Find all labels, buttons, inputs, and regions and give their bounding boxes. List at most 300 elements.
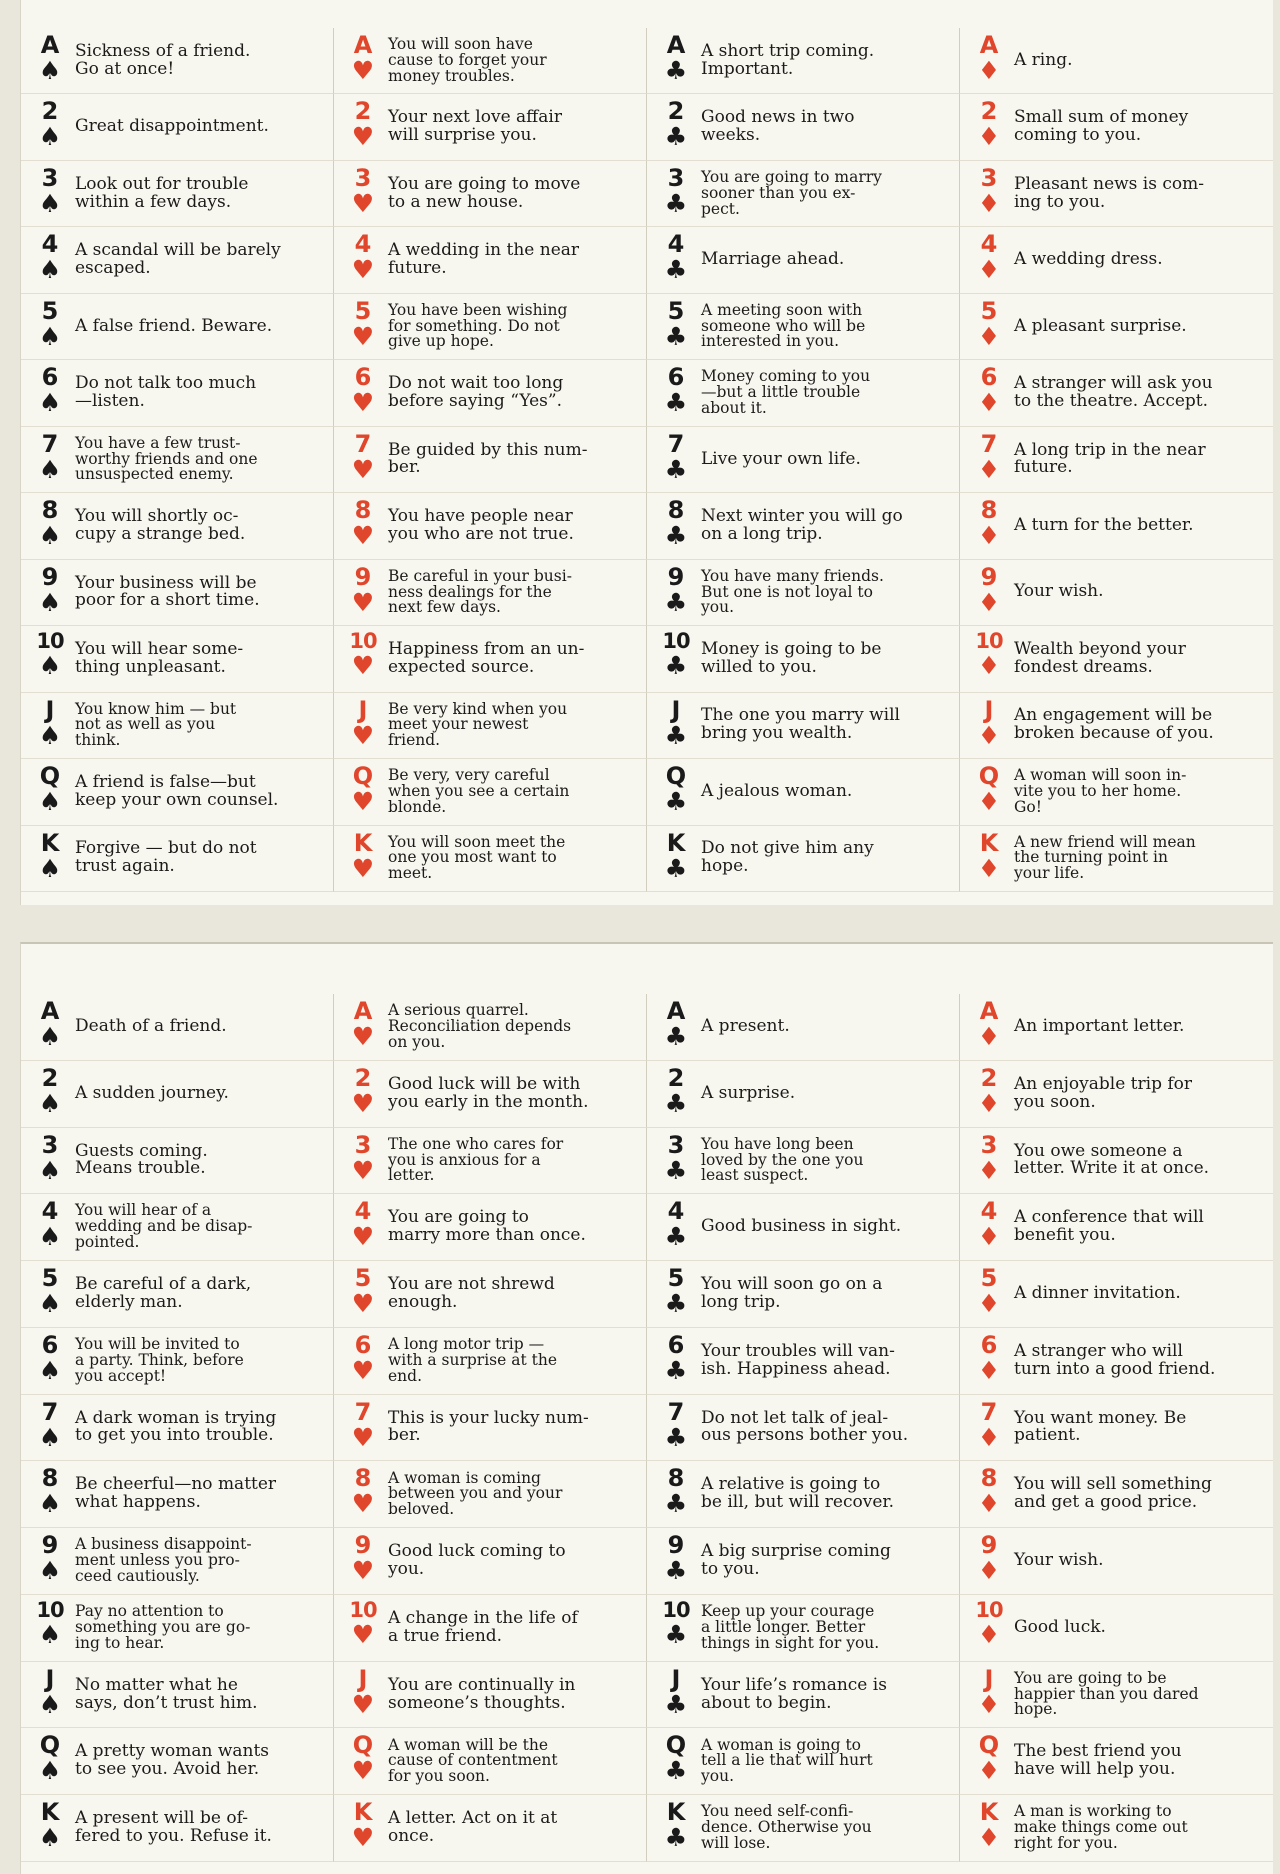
fortune-text: A meeting soon with someone who will be interested in you. xyxy=(701,300,866,351)
card-rank: 2 xyxy=(41,97,59,126)
fortune-text: A relative is going to be ill, but will recover. xyxy=(701,1474,895,1513)
fortune-cell xyxy=(334,1061,647,1128)
card-rank: 8 xyxy=(667,496,685,525)
fortune-cell xyxy=(647,1461,960,1528)
card-rank: 6 xyxy=(41,1330,59,1359)
card-index xyxy=(661,33,691,83)
card-index xyxy=(661,629,691,681)
card-index xyxy=(661,230,691,285)
card-rank: 9 xyxy=(41,562,59,591)
fortune-cell xyxy=(960,1261,1273,1328)
card-index xyxy=(35,1197,65,1252)
card-rank: Q xyxy=(978,1731,1000,1760)
fortune-cell xyxy=(334,1194,647,1261)
fortune-text: Keep up your courage a little longer. Better things in sight for you. xyxy=(701,1602,880,1652)
card-rank: 10 xyxy=(349,629,377,654)
fortune-cell xyxy=(21,161,334,227)
card-rank: 9 xyxy=(41,1531,59,1560)
fortune-cell xyxy=(334,994,647,1061)
card-rank: Q xyxy=(665,1731,687,1760)
fortune-text: Do not wait too long before saying “Yes”. xyxy=(388,373,564,412)
card-rank: 3 xyxy=(41,1130,59,1159)
fortune-cell xyxy=(21,28,334,94)
card-index xyxy=(974,1197,1004,1252)
fortune-cell xyxy=(647,759,960,825)
card-rank: A xyxy=(979,31,999,59)
fortune-sheet-bottom xyxy=(20,942,1273,1874)
fortune-cell xyxy=(21,1728,334,1795)
card-rank: K xyxy=(666,1798,686,1827)
fortune-cell xyxy=(960,294,1273,360)
spade-icon: ♠ xyxy=(38,1355,62,1385)
spade-icon: ♠ xyxy=(38,1289,62,1319)
heart-icon: ♥ xyxy=(351,188,375,218)
card-index xyxy=(974,828,1004,883)
card-rank: 4 xyxy=(667,1197,685,1226)
heart-icon: ♥ xyxy=(351,56,375,85)
fortune-text: A woman will be the cause of contentment for you soon. xyxy=(388,1735,558,1786)
spade-icon: ♠ xyxy=(38,787,62,817)
spade-icon: ♠ xyxy=(38,651,62,681)
card-index xyxy=(661,1798,691,1853)
heart-icon: ♥ xyxy=(351,122,375,152)
card-rank: 2 xyxy=(980,1063,998,1092)
card-index xyxy=(35,999,65,1049)
card-rank: A xyxy=(353,31,373,59)
card-index xyxy=(348,97,378,152)
fortune-cell xyxy=(960,94,1273,160)
spade-icon: ♠ xyxy=(38,1756,62,1786)
club-icon: ♣ xyxy=(664,521,688,551)
fortune-text: Money coming to you —but a little trouble about it. xyxy=(701,367,871,417)
card-rank: 8 xyxy=(354,496,372,525)
fortune-cell xyxy=(647,1528,960,1595)
club-icon: ♣ xyxy=(664,56,688,85)
card-index xyxy=(35,562,65,617)
card-index xyxy=(35,296,65,351)
heart-icon: ♥ xyxy=(351,1222,375,1252)
fortune-cell xyxy=(647,1728,960,1795)
fortune-text: A turn for the better. xyxy=(1014,515,1194,536)
card-index xyxy=(348,999,378,1049)
fortune-text: A change in the life of a true friend. xyxy=(388,1607,578,1646)
card-index xyxy=(348,1798,378,1853)
spade-icon: ♠ xyxy=(38,1022,62,1051)
fortune-text: An engagement will be broken because of you. xyxy=(1014,705,1214,744)
card-index xyxy=(661,363,691,418)
fortune-cell xyxy=(647,626,960,692)
fortune-text: A ring. xyxy=(1014,49,1073,70)
fortune-cell xyxy=(647,94,960,160)
fortune-text: Your next love affair will surprise you. xyxy=(388,107,562,146)
fortune-text: You have been wishing for something. Do not give up hope. xyxy=(388,300,568,351)
card-index xyxy=(348,429,378,484)
fortune-text: A stranger who will turn into a good friend. xyxy=(1014,1340,1216,1379)
spade-icon: ♠ xyxy=(38,587,62,617)
diamond-icon: ♦ xyxy=(977,1619,1001,1649)
card-rank: 9 xyxy=(980,1531,998,1560)
spade-icon: ♠ xyxy=(38,388,62,418)
fortune-text: A letter. Act on it at once. xyxy=(388,1808,558,1847)
fortune-cell xyxy=(960,560,1273,626)
card-index xyxy=(661,1731,691,1786)
card-index xyxy=(35,762,65,817)
card-rank: 8 xyxy=(41,1464,59,1493)
fortune-cell xyxy=(334,1395,647,1462)
fortune-text: Do not talk too much —listen. xyxy=(75,373,257,412)
heart-icon: ♥ xyxy=(351,1422,375,1452)
fortune-cell xyxy=(647,1194,960,1261)
spade-icon: ♠ xyxy=(38,1823,62,1853)
fortune-text: You are going to marry sooner than you ex- pect. xyxy=(701,167,882,218)
fortune-cell xyxy=(21,1795,334,1862)
fortune-cell xyxy=(21,560,334,626)
heart-icon: ♥ xyxy=(351,587,375,617)
card-index xyxy=(974,1731,1004,1786)
card-index xyxy=(35,1798,65,1853)
fortune-cell xyxy=(334,1461,647,1528)
card-rank: J xyxy=(671,695,681,724)
fortune-cell xyxy=(647,1662,960,1729)
card-rank: 6 xyxy=(980,1330,998,1359)
card-index xyxy=(974,1130,1004,1185)
card-rank: 8 xyxy=(980,496,998,525)
card-rank: 5 xyxy=(667,1264,685,1293)
fortune-text: A serious quarrel. Reconciliation depends on you. xyxy=(388,1001,572,1051)
card-rank: A xyxy=(666,997,686,1025)
fortune-table-bottom xyxy=(21,994,1273,1862)
fortune-cell xyxy=(647,360,960,426)
fortune-cell xyxy=(647,1328,960,1395)
card-index xyxy=(974,163,1004,218)
card-index xyxy=(348,1464,378,1519)
card-rank: 4 xyxy=(980,230,998,259)
fortune-text: You will be invited to a party. Think, before you accept! xyxy=(75,1335,244,1385)
heart-icon: ♥ xyxy=(351,454,375,484)
fortune-text: Your troubles will van- ish. Happiness ahead. xyxy=(701,1340,895,1379)
card-rank: 8 xyxy=(354,1464,372,1493)
spade-icon: ♠ xyxy=(38,188,62,218)
card-rank: J xyxy=(358,695,368,724)
fortune-cell xyxy=(21,1261,334,1328)
card-index xyxy=(661,296,691,351)
club-icon: ♣ xyxy=(664,1222,688,1252)
card-rank: 7 xyxy=(980,429,998,458)
card-index xyxy=(661,1063,691,1118)
club-icon: ♣ xyxy=(664,321,688,351)
card-rank: 8 xyxy=(980,1464,998,1493)
card-rank: 9 xyxy=(667,562,685,591)
fortune-text: Your business will be poor for a short time. xyxy=(75,572,260,611)
card-rank: 9 xyxy=(667,1531,685,1560)
card-rank: 6 xyxy=(980,363,998,392)
fortune-cell xyxy=(647,28,960,94)
fortune-text: You have people near you who are not true. xyxy=(388,506,574,544)
fortune-text: You have a few trust- worthy friends and one unsuspected enemy. xyxy=(75,433,258,484)
fortune-text: Sickness of a friend. Go at once! xyxy=(75,40,251,79)
card-rank: 4 xyxy=(354,230,372,259)
club-icon: ♣ xyxy=(664,651,688,681)
card-rank: 3 xyxy=(980,163,998,192)
heart-icon: ♥ xyxy=(351,720,375,750)
heart-icon: ♥ xyxy=(351,1823,375,1853)
fortune-cell xyxy=(334,1328,647,1395)
fortune-cell xyxy=(647,493,960,559)
fortune-text: You have long been loved by the one you least suspect. xyxy=(701,1134,864,1185)
fortune-text: Death of a friend. xyxy=(75,1015,227,1036)
fortune-cell xyxy=(960,626,1273,692)
spade-icon: ♠ xyxy=(38,1556,62,1586)
club-icon: ♣ xyxy=(664,1823,688,1853)
diamond-icon: ♦ xyxy=(977,521,1001,551)
card-index xyxy=(35,97,65,152)
fortune-text: Be very kind when you meet your newest friend. xyxy=(388,699,568,750)
fortune-cell xyxy=(334,560,647,626)
fortune-cell xyxy=(960,759,1273,825)
fortune-cell xyxy=(647,1395,960,1462)
card-index xyxy=(661,562,691,617)
card-index xyxy=(348,163,378,218)
card-rank: 7 xyxy=(41,1397,59,1426)
fortune-text: Pleasant news is com- ing to you. xyxy=(1014,173,1204,212)
fortune-cell xyxy=(647,1595,960,1662)
fortune-cell xyxy=(334,1662,647,1729)
card-rank: 4 xyxy=(980,1197,998,1226)
card-index xyxy=(35,1731,65,1786)
fortune-text: You will hear of a wedding and be disap- pointed. xyxy=(75,1201,253,1252)
fortune-text: A new friend will mean the turning point in your life. xyxy=(1014,832,1196,883)
fortune-text: You are not shrewd enough. xyxy=(388,1274,555,1312)
card-index xyxy=(35,363,65,418)
diamond-icon: ♦ xyxy=(977,1823,1001,1853)
diamond-icon: ♦ xyxy=(977,1088,1001,1118)
card-rank: 7 xyxy=(667,429,685,458)
fortune-cell xyxy=(960,693,1273,759)
fortune-sheet-top xyxy=(20,0,1273,905)
fortune-cell xyxy=(21,493,334,559)
club-icon: ♣ xyxy=(664,1619,688,1649)
fortune-text: A woman will soon in- vite you to her home. Go! xyxy=(1014,766,1187,816)
card-rank: 10 xyxy=(975,629,1003,654)
diamond-icon: ♦ xyxy=(977,720,1001,750)
diamond-icon: ♦ xyxy=(977,388,1001,418)
card-index xyxy=(974,1464,1004,1519)
fortune-cell xyxy=(960,161,1273,227)
card-index xyxy=(974,629,1004,681)
card-index xyxy=(35,1397,65,1452)
heart-icon: ♥ xyxy=(351,1289,375,1319)
fortune-text: A wedding dress. xyxy=(1014,249,1163,270)
card-rank: Q xyxy=(352,762,374,791)
fortune-text: Your life’s romance is about to begin. xyxy=(701,1674,887,1713)
card-index xyxy=(348,1731,378,1786)
card-index xyxy=(348,762,378,817)
card-rank: K xyxy=(40,1798,60,1827)
card-index xyxy=(661,1531,691,1586)
card-index xyxy=(35,1664,65,1719)
fortune-cell xyxy=(647,693,960,759)
card-index xyxy=(974,429,1004,484)
card-rank: A xyxy=(40,997,60,1025)
spade-icon: ♠ xyxy=(38,122,62,152)
fortune-text: A jealous woman. xyxy=(701,780,853,801)
card-rank: 4 xyxy=(354,1197,372,1226)
fortune-text: Good business in sight. xyxy=(701,1216,902,1237)
card-index xyxy=(35,163,65,218)
heart-icon: ♥ xyxy=(351,255,375,285)
card-index xyxy=(348,496,378,551)
diamond-icon: ♦ xyxy=(977,454,1001,484)
club-icon: ♣ xyxy=(664,454,688,484)
fortune-cell xyxy=(960,427,1273,493)
club-icon: ♣ xyxy=(664,1689,688,1719)
fortune-cell xyxy=(334,759,647,825)
card-index xyxy=(348,1597,378,1649)
diamond-icon: ♦ xyxy=(977,1756,1001,1786)
card-index xyxy=(974,33,1004,83)
card-rank: 7 xyxy=(667,1397,685,1426)
diamond-icon: ♦ xyxy=(977,1422,1001,1452)
fortune-cell xyxy=(960,1061,1273,1128)
card-rank: 5 xyxy=(354,1264,372,1293)
card-index xyxy=(974,496,1004,551)
card-rank: 5 xyxy=(41,296,59,325)
fortune-text: You know him — but not as well as you think. xyxy=(75,699,237,750)
spade-icon: ♠ xyxy=(38,454,62,484)
fortune-text: A sudden journey. xyxy=(75,1082,229,1103)
card-index xyxy=(348,1397,378,1452)
fortune-cell xyxy=(21,693,334,759)
fortune-text: You are going to be happier than you dared hope. xyxy=(1014,1668,1199,1719)
card-rank: J xyxy=(984,695,994,724)
card-index xyxy=(348,1531,378,1586)
fortune-cell xyxy=(647,560,960,626)
card-index xyxy=(661,695,691,750)
card-rank: 3 xyxy=(980,1130,998,1159)
card-rank: Q xyxy=(39,1731,61,1760)
card-rank: 3 xyxy=(354,1130,372,1159)
club-icon: ♣ xyxy=(664,255,688,285)
club-icon: ♣ xyxy=(664,1355,688,1385)
fortune-cell xyxy=(647,1061,960,1128)
fortune-cell xyxy=(334,161,647,227)
card-index xyxy=(974,695,1004,750)
card-index xyxy=(974,230,1004,285)
fortune-text: A false friend. Beware. xyxy=(75,315,273,336)
card-rank: K xyxy=(666,828,686,857)
card-rank: 2 xyxy=(667,97,685,126)
card-index xyxy=(348,1330,378,1385)
card-rank: A xyxy=(40,31,60,59)
card-rank: J xyxy=(984,1664,994,1693)
fortune-cell xyxy=(334,360,647,426)
fortune-text: A surprise. xyxy=(701,1082,796,1103)
card-index xyxy=(348,828,378,883)
spade-icon: ♠ xyxy=(38,853,62,883)
fortune-cell xyxy=(647,1795,960,1862)
fortune-cell xyxy=(960,493,1273,559)
spade-icon: ♠ xyxy=(38,521,62,551)
diamond-icon: ♦ xyxy=(977,188,1001,218)
fortune-text: A present will be of- fered to you. Refuse it. xyxy=(75,1808,272,1847)
card-rank: 10 xyxy=(36,629,64,654)
fortune-cell xyxy=(960,1328,1273,1395)
card-index xyxy=(35,1330,65,1385)
fortune-cell xyxy=(334,427,647,493)
card-index xyxy=(35,1264,65,1319)
fortune-text: Small sum of money coming to you. xyxy=(1014,107,1189,146)
card-rank: A xyxy=(353,997,373,1025)
fortune-text: You are going to marry more than once. xyxy=(388,1207,586,1246)
fortune-cell xyxy=(647,227,960,293)
card-rank: 6 xyxy=(667,1330,685,1359)
diamond-icon: ♦ xyxy=(977,56,1001,85)
fortune-cell xyxy=(21,626,334,692)
heart-icon: ♥ xyxy=(351,1756,375,1786)
club-icon: ♣ xyxy=(664,1489,688,1519)
card-index xyxy=(974,1063,1004,1118)
fortune-text: This is your lucky num- ber. xyxy=(388,1407,589,1446)
fortune-cell xyxy=(647,826,960,892)
fortune-cell xyxy=(960,360,1273,426)
diamond-icon: ♦ xyxy=(977,853,1001,883)
fortune-cell xyxy=(21,94,334,160)
fortune-text: Do not let talk of jeal- ous persons bother you. xyxy=(701,1407,909,1446)
fortune-cell xyxy=(21,1128,334,1195)
fortune-cell xyxy=(334,1795,647,1862)
fortune-cell xyxy=(960,1461,1273,1528)
card-rank: Q xyxy=(39,762,61,791)
card-index xyxy=(348,1197,378,1252)
card-index xyxy=(35,828,65,883)
heart-icon: ♥ xyxy=(351,853,375,883)
fortune-text: Great disappointment. xyxy=(75,116,269,137)
heart-icon: ♥ xyxy=(351,1355,375,1385)
heart-icon: ♥ xyxy=(351,388,375,418)
card-rank: 5 xyxy=(667,296,685,325)
card-index xyxy=(974,999,1004,1049)
card-rank: 2 xyxy=(667,1063,685,1092)
fortune-text: Good news in two weeks. xyxy=(701,107,855,146)
card-rank: 8 xyxy=(41,496,59,525)
fortune-text: Be careful in your busi- ness dealings for the next few days. xyxy=(388,566,572,617)
card-index xyxy=(35,1597,65,1649)
club-icon: ♣ xyxy=(664,853,688,883)
card-rank: 3 xyxy=(667,163,685,192)
card-index xyxy=(974,1531,1004,1586)
card-index xyxy=(35,695,65,750)
card-index xyxy=(974,296,1004,351)
fortune-cell xyxy=(647,294,960,360)
diamond-icon: ♦ xyxy=(977,255,1001,285)
card-index xyxy=(974,1664,1004,1719)
club-icon: ♣ xyxy=(664,122,688,152)
card-index xyxy=(35,1130,65,1185)
fortune-text: A dinner invitation. xyxy=(1014,1283,1181,1304)
fortune-cell xyxy=(21,1461,334,1528)
fortune-cell xyxy=(647,1261,960,1328)
card-rank: K xyxy=(979,1798,999,1827)
spade-icon: ♠ xyxy=(38,1088,62,1118)
heart-icon: ♥ xyxy=(351,1556,375,1586)
fortune-text: Be guided by this num- ber. xyxy=(388,439,588,478)
fortune-text: A scandal will be barely escaped. xyxy=(75,240,281,279)
card-rank: 5 xyxy=(354,296,372,325)
heart-icon: ♥ xyxy=(351,787,375,817)
card-rank: 9 xyxy=(354,1531,372,1560)
fortune-text: You will soon meet the one you most want to meet. xyxy=(388,832,566,883)
card-index xyxy=(348,1264,378,1319)
